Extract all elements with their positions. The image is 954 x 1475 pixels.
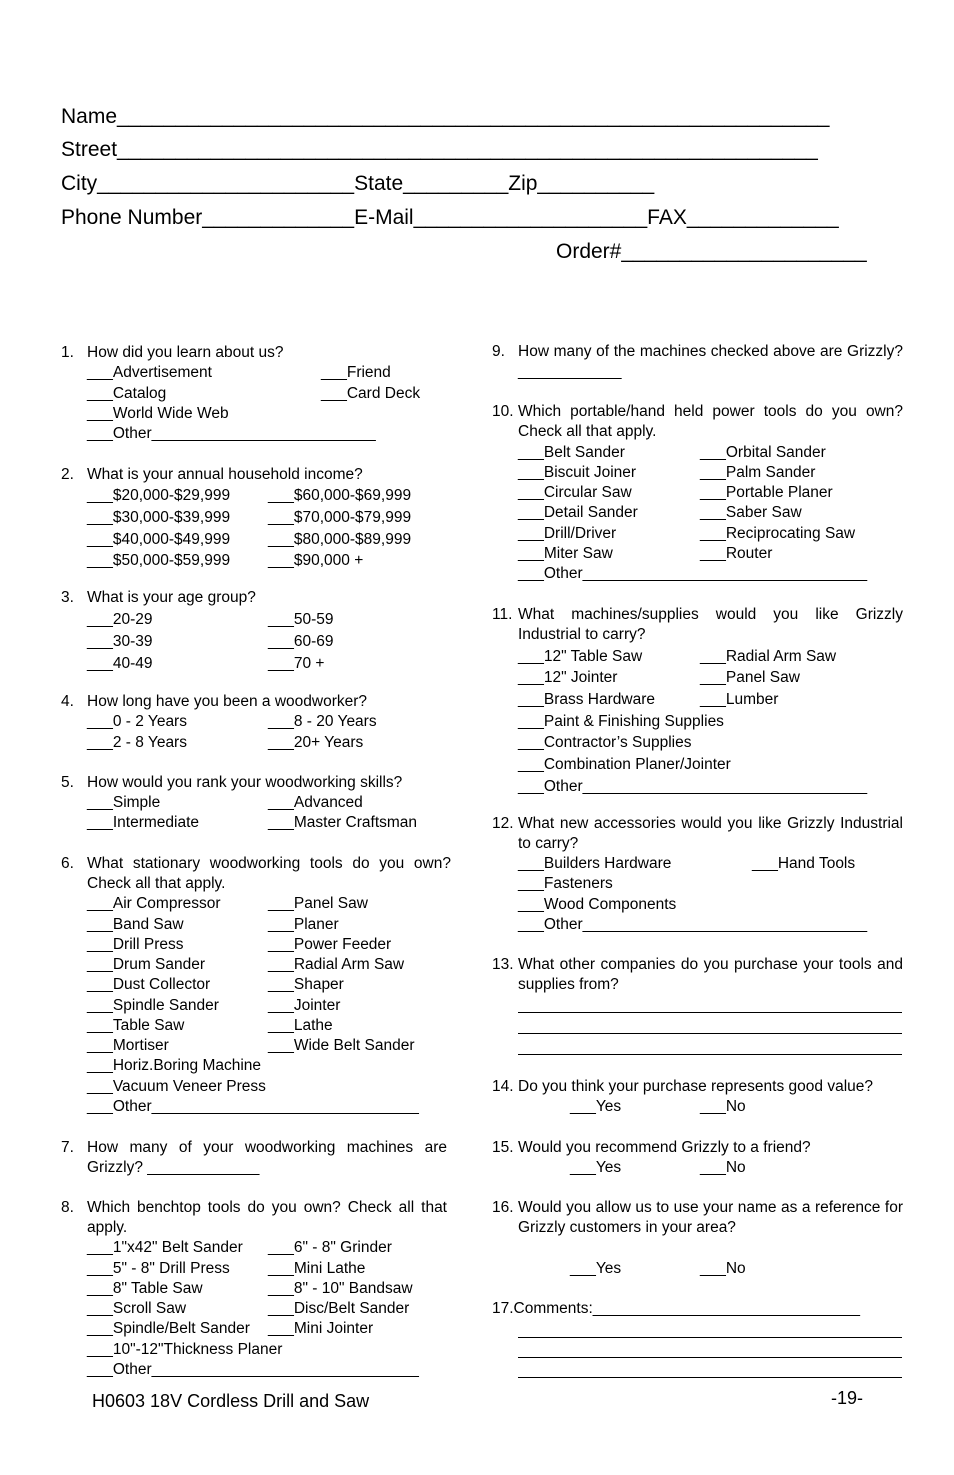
option-scroll-saw[interactable]: ___Scroll Saw: [87, 1300, 187, 1317]
option-spindle-sander[interactable]: ___Spindle Sander: [87, 997, 219, 1014]
question-number: 15.: [492, 1139, 514, 1156]
option-yes[interactable]: ___Yes: [570, 1260, 622, 1277]
option-mini-jointer[interactable]: ___Mini Jointer: [268, 1320, 374, 1337]
option-planer[interactable]: ___Planer: [268, 916, 339, 933]
option-drill-press[interactable]: ___Drill Press: [87, 936, 184, 953]
manual-title: H0603 18V Cordless Drill and Saw: [92, 1391, 370, 1411]
option-air-compressor[interactable]: ___Air Compressor: [87, 895, 221, 912]
option-mortiser[interactable]: ___Mortiser: [87, 1037, 169, 1054]
option-brass-hardware[interactable]: ___Brass Hardware: [518, 691, 655, 708]
option-router[interactable]: ___Router: [700, 545, 773, 562]
option-card-deck[interactable]: ___Card Deck: [321, 385, 421, 402]
option-drill-press-bench[interactable]: ___5" - 8" Drill Press: [87, 1260, 230, 1277]
option-paint-finishing[interactable]: ___Paint & Finishing Supplies: [518, 713, 724, 730]
option-yes[interactable]: ___Yes: [570, 1098, 622, 1115]
option-years-2-8[interactable]: ___2 - 8 Years: [87, 734, 187, 751]
option-panel-saw[interactable]: ___Panel Saw: [700, 669, 800, 686]
question-number: 2.: [61, 466, 74, 483]
option-income-50k[interactable]: ___$50,000-$59,999: [87, 552, 231, 569]
option-contractors-supplies[interactable]: ___Contractor’s Supplies: [518, 734, 692, 751]
option-belt-sander-1x42[interactable]: ___1"x42" Belt Sander: [87, 1239, 243, 1256]
option-drum-sander[interactable]: ___Drum Sander: [87, 956, 206, 973]
option-power-feeder[interactable]: ___Power Feeder: [268, 936, 392, 953]
option-other[interactable]: ___Other_______________________________: [87, 1361, 419, 1378]
option-12-table-saw[interactable]: ___12" Table Saw: [518, 648, 643, 665]
option-band-saw[interactable]: ___Band Saw: [87, 916, 184, 933]
option-mini-lathe[interactable]: ___Mini Lathe: [268, 1260, 366, 1277]
comments-line[interactable]: [518, 1357, 902, 1358]
option-other[interactable]: ___Other_________________________________: [518, 778, 868, 795]
question-text: Would you allow us to use your name as a reference for Grizzly customers in your area?: [518, 1199, 903, 1237]
option-miter-saw[interactable]: ___Miter Saw: [518, 545, 613, 562]
option-shaper[interactable]: ___Shaper: [268, 976, 344, 993]
option-other[interactable]: ___Other_________________________________: [518, 565, 868, 582]
option-horiz-boring-machine[interactable]: ___Horiz.Boring Machine: [87, 1057, 262, 1074]
option-advertisement[interactable]: ___Advertisement: [87, 364, 212, 381]
option-table-saw[interactable]: ___Table Saw: [87, 1017, 185, 1034]
option-friend[interactable]: ___Friend: [321, 364, 391, 381]
option-advanced[interactable]: ___Advanced: [268, 794, 363, 811]
option-income-70k[interactable]: ___$70,000-$79,999: [268, 509, 412, 526]
question-text: What new accessories would you like Grizzly Industrial to carry?: [518, 815, 903, 853]
question-number: 8.: [61, 1199, 74, 1216]
option-detail-sander[interactable]: ___Detail Sander: [518, 504, 638, 521]
question-number: 7.: [61, 1139, 74, 1156]
comments-line[interactable]: [518, 1337, 902, 1338]
option-income-60k[interactable]: ___$60,000-$69,999: [268, 487, 412, 504]
option-age-40[interactable]: ___40-49: [87, 655, 153, 672]
option-bandsaw[interactable]: ___8" - 10" Bandsaw: [268, 1280, 413, 1297]
option-palm-sander[interactable]: ___Palm Sander: [700, 464, 816, 481]
option-spindle-belt-sander[interactable]: ___Spindle/Belt Sander: [87, 1320, 250, 1337]
option-catalog[interactable]: ___Catalog: [87, 385, 167, 402]
option-portable-planer[interactable]: ___Portable Planer: [700, 484, 833, 501]
question-text: What is your age group?: [87, 589, 256, 606]
option-other[interactable]: ___Other_______________________________: [87, 1098, 419, 1115]
option-yes[interactable]: ___Yes: [570, 1159, 622, 1176]
question-text: Would you recommend Grizzly to a friend?: [518, 1139, 811, 1156]
option-12-jointer[interactable]: ___12" Jointer: [518, 669, 618, 686]
question-number: 11.: [492, 606, 513, 623]
question-number: 16.: [492, 1199, 514, 1216]
option-disc-belt-sander[interactable]: ___Disc/Belt Sander: [268, 1300, 410, 1317]
option-no[interactable]: ___No: [700, 1159, 746, 1176]
question-text: What machines/supplies would you like Grizzly Industrial to carry?: [518, 606, 903, 644]
option-age-20[interactable]: ___20-29: [87, 611, 153, 628]
option-age-70[interactable]: ___70 +: [268, 655, 325, 672]
option-income-30k[interactable]: ___$30,000-$39,999: [87, 509, 231, 526]
option-circular-saw[interactable]: ___Circular Saw: [518, 484, 632, 501]
question-text: How did you learn about us?: [87, 344, 284, 361]
option-no[interactable]: ___No: [700, 1098, 746, 1115]
option-years-20-plus[interactable]: ___20+ Years: [268, 734, 364, 751]
option-drill-driver[interactable]: ___Drill/Driver: [518, 525, 617, 542]
option-combination-planer-jointer[interactable]: ___Combination Planer/Jointer: [518, 756, 731, 773]
option-table-saw-8[interactable]: ___8" Table Saw: [87, 1280, 203, 1297]
question-number: 9.: [492, 343, 505, 360]
option-no[interactable]: ___No: [700, 1260, 746, 1277]
option-orbital-sander[interactable]: ___Orbital Sander: [700, 444, 826, 461]
option-income-40k[interactable]: ___$40,000-$49,999: [87, 531, 231, 548]
question-number: 12.: [492, 815, 514, 832]
question-number: 6.: [61, 855, 74, 872]
question-number: 5.: [61, 774, 74, 791]
option-intermediate[interactable]: ___Intermediate: [87, 814, 200, 831]
option-years-8-20[interactable]: ___8 - 20 Years: [268, 713, 377, 730]
comments-field[interactable]: 17.Comments:_______________________________: [492, 1300, 861, 1317]
option-builders-hardware[interactable]: ___Builders Hardware: [518, 855, 672, 872]
answer-line[interactable]: [518, 1012, 902, 1013]
option-wide-belt-sander[interactable]: ___Wide Belt Sander: [268, 1037, 415, 1054]
option-other[interactable]: ___Other__________________________: [87, 425, 376, 442]
question-number: 10.: [492, 403, 514, 420]
comments-line[interactable]: [518, 1377, 902, 1378]
question-text[interactable]: How many of the machines checked above are Grizzly? ____________: [518, 343, 903, 381]
option-income-90k[interactable]: ___$90,000 +: [268, 552, 364, 569]
question-number: 1.: [61, 344, 74, 361]
option-years-0-2[interactable]: ___0 - 2 Years: [87, 713, 187, 730]
question-number: 14.: [492, 1078, 514, 1095]
question-text: How would you rank your woodworking skills?: [87, 774, 403, 791]
option-hand-tools[interactable]: ___Hand Tools: [752, 855, 856, 872]
option-jointer[interactable]: ___Jointer: [268, 997, 341, 1014]
option-vacuum-veneer-press[interactable]: ___Vacuum Veneer Press: [87, 1078, 266, 1095]
answer-line[interactable]: [518, 1054, 902, 1055]
option-biscuit-joiner[interactable]: ___Biscuit Joiner: [518, 464, 637, 481]
question-text: Do you think your purchase represents good value?: [518, 1078, 873, 1095]
question-number: 4.: [61, 693, 74, 710]
option-age-30[interactable]: ___30-39: [87, 633, 153, 650]
option-income-20k[interactable]: ___$20,000-$29,999: [87, 487, 231, 504]
question-number: 3.: [61, 589, 74, 606]
option-other[interactable]: ___Other_________________________________: [518, 916, 868, 933]
option-world-wide-web[interactable]: ___World Wide Web: [87, 405, 229, 422]
option-lathe[interactable]: ___Lathe: [268, 1017, 333, 1034]
name-field-line[interactable]: Name_____________________________________________________________: [61, 105, 830, 128]
question-text: How long have you been a woodworker?: [87, 693, 368, 710]
option-radial-arm-saw[interactable]: ___Radial Arm Saw: [268, 956, 405, 973]
option-age-50[interactable]: ___50-59: [268, 611, 334, 628]
option-saber-saw[interactable]: ___Saber Saw: [700, 504, 802, 521]
question-text: What stationary woodworking tools do you own? Check all that apply.: [87, 855, 451, 893]
answer-line[interactable]: [518, 1033, 902, 1034]
question-number: 13.: [492, 956, 514, 973]
option-lumber[interactable]: ___Lumber: [700, 691, 779, 708]
option-master-craftsman[interactable]: ___Master Craftsman: [268, 814, 418, 831]
question-text: Which portable/hand held power tools do you own? Check all that apply.: [518, 403, 903, 441]
option-thickness-planer[interactable]: ___10"-12"Thickness Planer: [87, 1341, 283, 1358]
city-state-zip-line[interactable]: City______________________State_________Zip__________: [61, 172, 655, 195]
option-dust-collector[interactable]: ___Dust Collector: [87, 976, 211, 993]
option-wood-components[interactable]: ___Wood Components: [518, 896, 677, 913]
option-age-60[interactable]: ___60-69: [268, 633, 334, 650]
phone-email-fax-line[interactable]: Phone Number_____________E-Mail____________________FAX_____________: [61, 206, 839, 229]
question-text[interactable]: How many of your woodworking machines are Grizzly? _____________: [87, 1139, 447, 1177]
option-fasteners[interactable]: ___Fasteners: [518, 875, 613, 892]
page-number: -19-: [831, 1388, 864, 1408]
question-text: What other companies do you purchase your tools and supplies from?: [518, 956, 903, 994]
option-radial-arm-saw[interactable]: ___Radial Arm Saw: [700, 648, 837, 665]
option-income-80k[interactable]: ___$80,000-$89,999: [268, 531, 412, 548]
option-belt-sander[interactable]: ___Belt Sander: [518, 444, 625, 461]
question-text: Which benchtop tools do you own? Check all that apply.: [87, 1199, 447, 1237]
option-grinder[interactable]: ___6" - 8" Grinder: [268, 1239, 392, 1256]
question-text: What is your annual household income?: [87, 466, 363, 483]
order-number-line[interactable]: Order#_____________________: [556, 240, 867, 263]
option-reciprocating-saw[interactable]: ___Reciprocating Saw: [700, 525, 856, 542]
option-panel-saw[interactable]: ___Panel Saw: [268, 895, 368, 912]
street-field-line[interactable]: Street____________________________________________________________: [61, 138, 818, 161]
option-simple[interactable]: ___Simple: [87, 794, 161, 811]
